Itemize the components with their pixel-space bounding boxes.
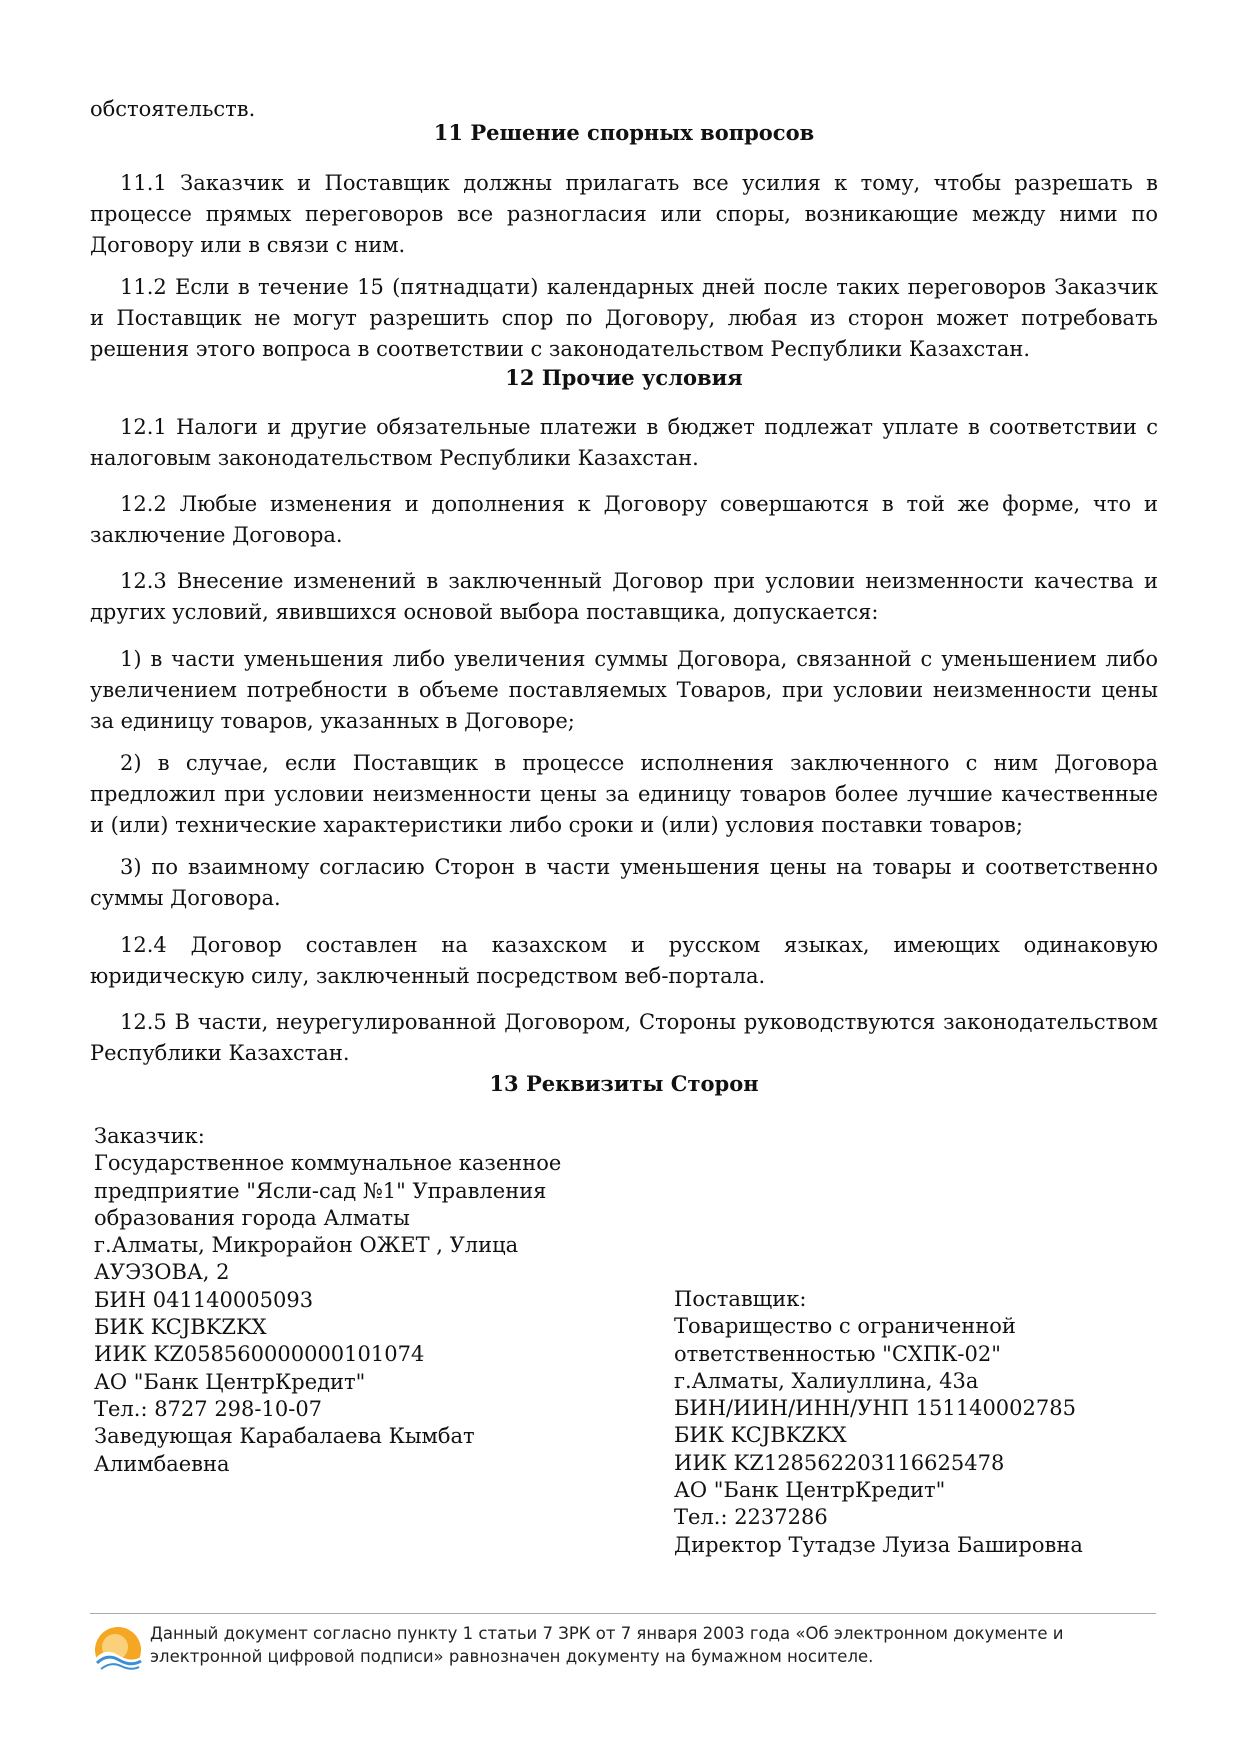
clause-12-3-item-3: 3) по взаимному согласию Сторон в части уменьшения цены на товары и соответственно суммы Договора.	[90, 855, 1158, 910]
clause-11-1: 11.1 Заказчик и Поставщик должны прилагать все усилия к тому, чтобы разрешать в процессе прямых переговоров все разногласия или споры, возникающие между ними по Договору или в связи с ним.	[90, 171, 1158, 257]
supplier-name-line: Товарищество с ограниченной	[674, 1314, 1016, 1339]
footer-notice	[150, 1622, 1150, 1668]
customer-head: Заведующая Карабалаева Кымбат	[94, 1424, 475, 1449]
supplier-bank: АО "Банк ЦентрКредит"	[674, 1478, 946, 1503]
customer-address-line: АУЭЗОВА, 2	[94, 1260, 230, 1285]
section-11-title: 11 Решение спорных вопросов	[433, 120, 815, 145]
clause-12-3-item-2: 2) в случае, если Поставщик в процессе исполнения заключенного с ним Договора предложил при условии неизменности цены за единицу товаров более лучшие качественные и (или) технические характеристики либо сроки и (или) условия поставки товаров;	[90, 751, 1158, 837]
clause-12-2: 12.2 Любые изменения и дополнения к Договору совершаются в той же форме, что и заключение Договора.	[90, 492, 1158, 547]
section-13-title: 13 Реквизиты Сторон	[489, 1071, 759, 1096]
customer-iik: ИИК KZ058560000000101074	[94, 1342, 425, 1367]
customer-name-line: образования города Алматы	[94, 1205, 410, 1230]
supplier-phone: Тел.: 2237286	[674, 1505, 828, 1530]
customer-name-line: Государственное коммунальное казенное	[94, 1151, 562, 1176]
supplier-address: г.Алматы, Халиуллина, 43а	[674, 1368, 979, 1393]
customer-head: Алимбаевна	[94, 1451, 230, 1476]
section-12-title: 12 Прочие условия	[505, 365, 743, 390]
supplier-role: Поставщик:	[674, 1287, 807, 1311]
customer-phone: Тел.: 8727 298-10-07	[94, 1396, 323, 1421]
supplier-bik: БИК KCJBKZKX	[674, 1423, 847, 1448]
customer-role: Заказчик:	[94, 1124, 205, 1148]
customer-bin: БИН 041140005093	[94, 1287, 314, 1312]
customer-address-line: г.Алматы, Микрорайон ОЖЕТ , Улица	[94, 1233, 519, 1258]
clause-12-3-item-1: 1) в части уменьшения либо увеличения суммы Договора, связанной с уменьшением либо увеличением потребности в объеме поставляемых Товаров, при условии неизменности цены за единицу товаров, указанных в Договоре;	[90, 647, 1158, 733]
customer-bank: АО "Банк ЦентрКредит"	[94, 1369, 366, 1394]
customer-bik: БИК KCJBKZKX	[94, 1315, 267, 1340]
supplier-iik: ИИК KZ128562203116625478	[674, 1450, 1005, 1475]
clause-12-5: 12.5 В части, неурегулированной Договором, Стороны руководствуются законодательством Республики Казахстан.	[90, 1010, 1158, 1065]
supplier-bin: БИН/ИИН/ИНН/УНП 151140002785	[674, 1396, 1076, 1421]
supplier-head: Директор Тутадзе Луиза Башировна	[674, 1532, 1083, 1557]
footer-line-2: электронной цифровой подписи» равнозначен документу на бумажном носителе.	[150, 1647, 874, 1666]
customer-name-line: предприятие "Ясли-сад №1" Управления	[94, 1178, 547, 1203]
supplier-name-line: ответственностью "СХПК-02"	[674, 1341, 1001, 1366]
clause-12-1: 12.1 Налоги и другие обязательные платежи в бюджет подлежат уплате в соответствии с налоговым законодательством Республики Казахстан.	[90, 415, 1158, 470]
clause-12-4: 12.4 Договор составлен на казахском и русском языках, имеющих одинаковую юридическую силу, заключенный посредством веб-портала.	[90, 933, 1158, 988]
clause-12-3: 12.3 Внесение изменений в заключенный Договор при условии неизменности качества и других условий, явившихся основой выбора поставщика, допускается:	[90, 569, 1158, 624]
egov-logo-icon	[93, 1625, 143, 1675]
customer-details	[94, 1123, 561, 1478]
footer-line-1: Данный документ согласно пункту 1 статьи 7 ЗРК от 7 января 2003 года «Об электронном документе и	[150, 1624, 1064, 1643]
continuation-text: обстоятельств.	[90, 97, 256, 121]
footer-divider	[90, 1613, 1156, 1614]
supplier-details	[674, 1286, 1083, 1559]
clause-11-2: 11.2 Если в течение 15 (пятнадцати) календарных дней после таких переговоров Заказчик и Поставщик не могут разрешить спор по Договору, любая из сторон может потребовать решения этого вопроса в соответствии с законодательством Республики Казахстан.	[90, 275, 1158, 361]
